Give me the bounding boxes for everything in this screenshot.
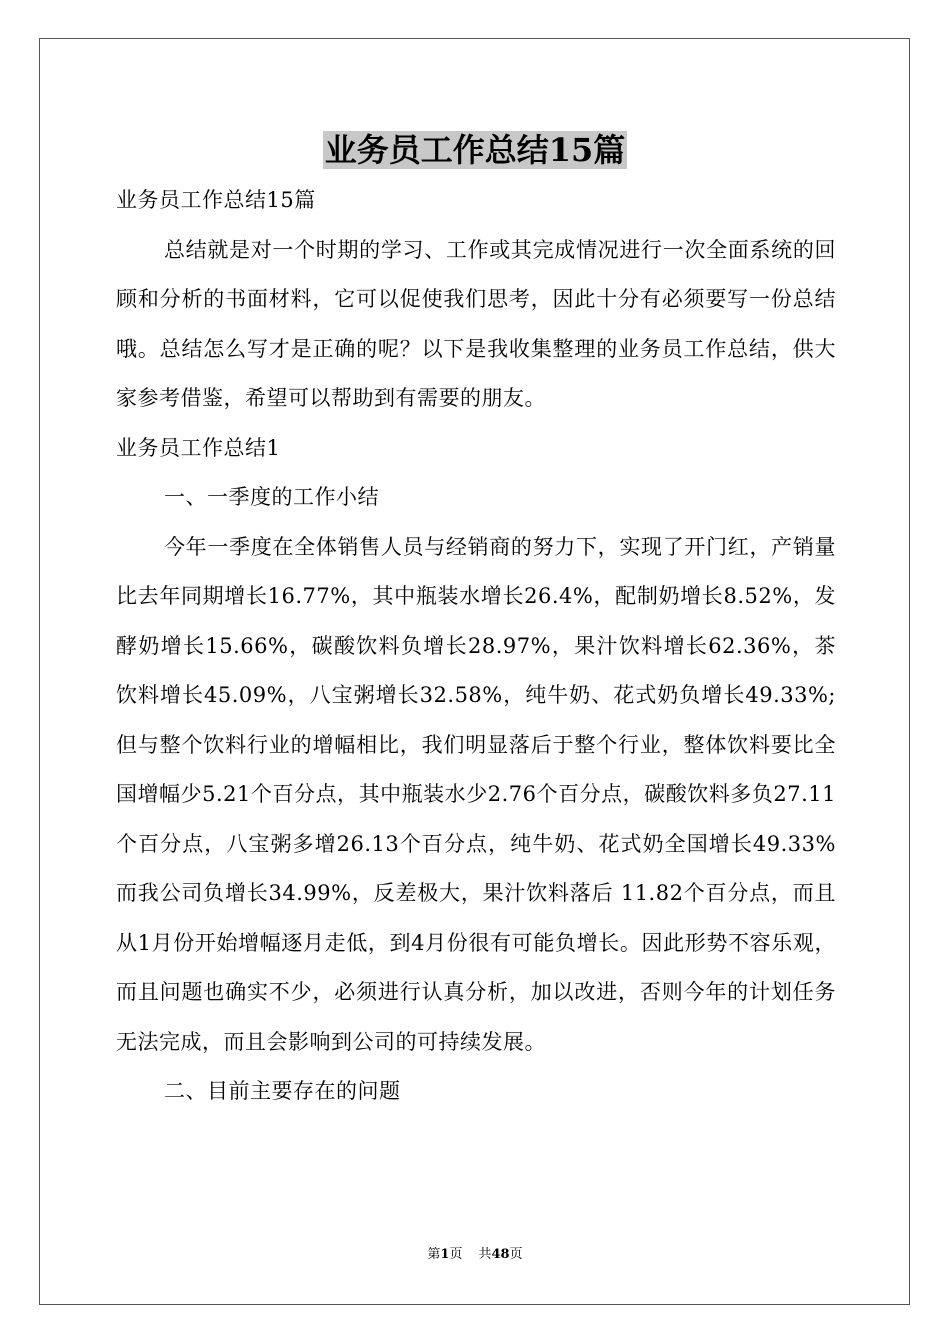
document-subtitle: 业务员工作总结15篇 [116, 188, 316, 212]
footer-page-prefix: 第 [427, 1247, 441, 1262]
document-title [0, 128, 950, 172]
footer-page-total: 48 [491, 1247, 510, 1262]
quarter-summary-paragraph: 今年一季度在全体销售人员与经销商的努力下，实现了开门红，产销量比去年同期增长16.77%，其中瓶装水增长26.4%，配制奶增长8.52%，发酵奶增长15.66%，碳酸饮料负增长28.97%，果汁饮料增长62.36%，茶饮料增长45.09%，八宝粥增长32.58%，纯牛奶、花式奶负增长49.33%;但与整个饮料行业的增幅相比，我们明显落后于整个行业，整体饮料要比全国增幅少5.21个百分点，其中瓶装水少2.76个百分点，碳酸饮料多负27.11个百分点，八宝粥多增26.13个百分点，纯牛奶、花式奶全国增长49.33%而我公司负增长34.99%，反差极大，果汁饮料落后 11.82个百分点，而且从1月份开始增幅逐月走低，到4月份很有可能负增长。因此形势不容乐观，而且问题也确实不少，必须进行认真分析，加以改进，否则今年的计划任务无法完成，而且会影响到公司的可持续发展。 [116, 534, 836, 1054]
page-footer [0, 1246, 950, 1264]
footer-total-suffix: 页 [509, 1247, 523, 1262]
document-body [116, 176, 836, 1117]
section-heading: 业务员工作总结1 [116, 435, 281, 460]
intro-paragraph: 总结就是对一个时期的学习、工作或其完成情况进行一次全面系统的回顾和分析的书面材料，它可以促使我们思考，因此十分有必须要写一份总结哦。总结怎么写才是正确的呢？以下是我收集整理的业务员工作总结，供大家参考借鉴，希望可以帮助到有需要的朋友。 [116, 237, 836, 410]
document-title-text: 业务员工作总结15篇 [324, 131, 626, 169]
footer-page-current: 1 [440, 1247, 450, 1262]
footer-total-prefix: 共 [478, 1247, 492, 1262]
sub-heading-quarter-summary: 一、一季度的工作小结 [164, 485, 379, 509]
footer-page-suffix: 页 [449, 1247, 463, 1262]
sub-heading-current-problems: 二、目前主要存在的问题 [164, 1079, 401, 1103]
